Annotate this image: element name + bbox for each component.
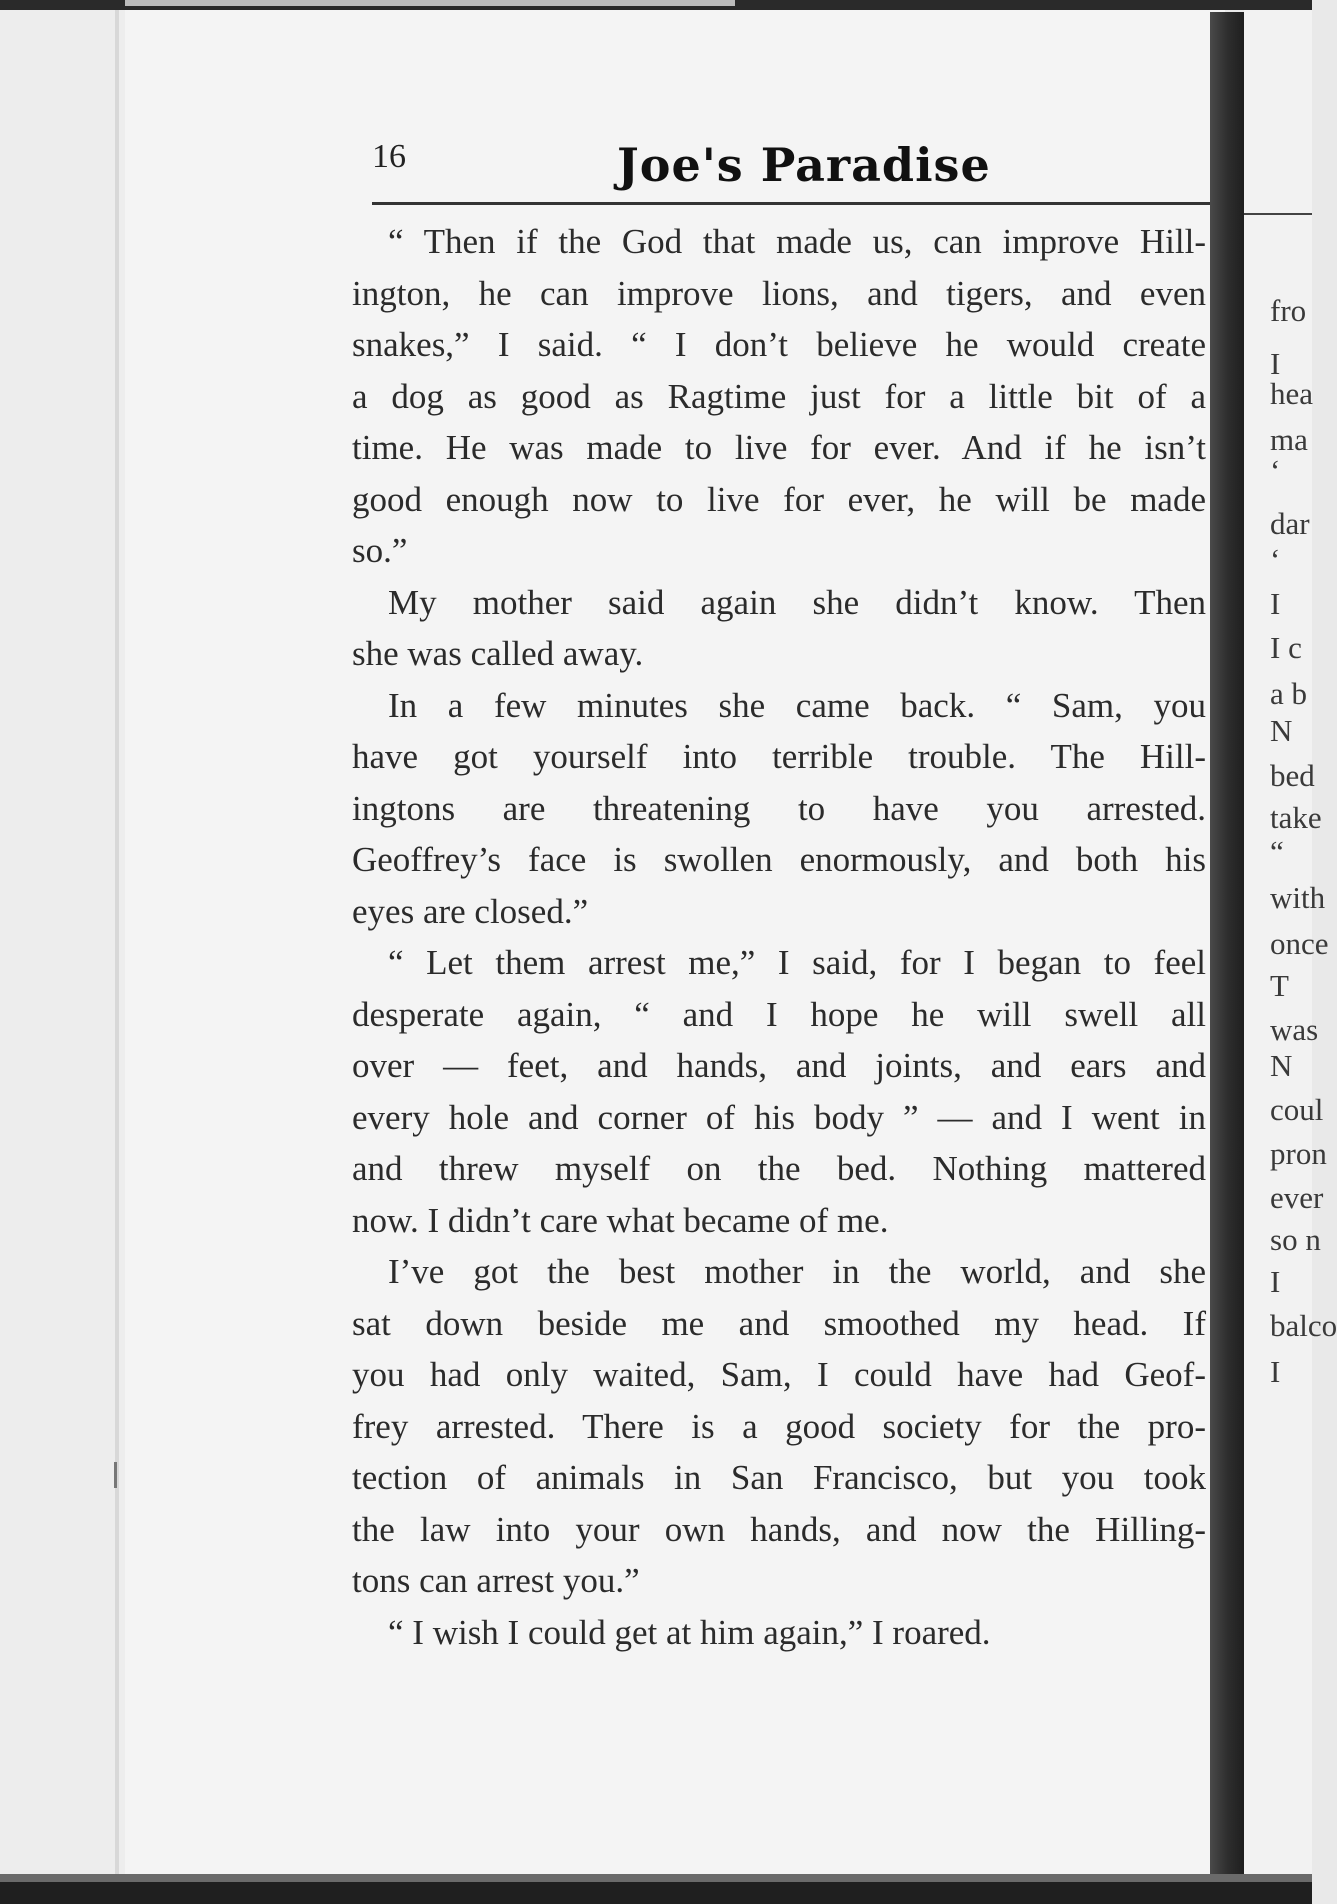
text-line: “ Let them arrest me,” I said, for I began to feel [388, 943, 1206, 982]
text-line: My mother said again she didn’t know. Then [388, 582, 1206, 622]
text-line: In a few minutes she came back. “ Sam, you [388, 685, 1206, 725]
text-line: “ I wish I could get at him again,” I roared. [388, 1612, 991, 1652]
text-line: frey arrested. There is a good society for the pro- [352, 1406, 1206, 1446]
facing-text-fragment: T [1270, 968, 1289, 1003]
text-line: tection of animals in San Francisco, but you took [352, 1458, 1206, 1497]
scan-bottom-edge [0, 1874, 1312, 1904]
text-line: now. I didn’t care what became of me. [352, 1200, 889, 1240]
facing-text-fragment: ma [1270, 422, 1308, 457]
facing-text-fragment: pron [1270, 1136, 1327, 1171]
facing-text-fragment: dar [1270, 506, 1310, 541]
page-header [372, 138, 1210, 210]
facing-page [1244, 10, 1337, 1874]
text-line: the law into your own hands, and now the Hilling- [352, 1509, 1206, 1549]
facing-text-fragment: ever [1270, 1180, 1324, 1215]
scan-top-edge [0, 0, 1312, 10]
text-line: Geoffrey’s face is swollen enormously, and both his [352, 840, 1206, 879]
facing-header-rule [1244, 213, 1312, 215]
facing-text-fragment: I [1270, 1354, 1281, 1389]
text-line: snakes,” I said. “ I don’t believe he would create [352, 325, 1206, 364]
facing-text-fragment: I [1270, 346, 1281, 381]
facing-text-fragment: “ [1270, 834, 1284, 869]
facing-text-fragment: was [1270, 1012, 1319, 1047]
text-line: you had only waited, Sam, I could have had Geof- [352, 1355, 1206, 1394]
page-number: 16 [372, 138, 406, 175]
text-line: eyes are closed.” [352, 891, 589, 931]
text-line: good enough now to live for ever, he will be made [352, 479, 1206, 519]
margin-mark [114, 1462, 117, 1488]
text-line: I’ve got the best mother in the world, and she [388, 1252, 1206, 1291]
header-rule [372, 202, 1210, 205]
text-line: tons can arrest you.” [352, 1561, 640, 1600]
scan-left-margin [0, 10, 125, 1874]
facing-text-fragment: I [1270, 586, 1281, 621]
text-line: ington, he can improve lions, and tigers, and even [352, 273, 1206, 313]
text-line: sat down beside me and smoothed my head. If [352, 1303, 1206, 1343]
text-line: and threw myself on the bed. Nothing mattered [352, 1149, 1206, 1188]
text-line: time. He was made to live for ever. And if he isn’t [352, 428, 1206, 467]
facing-text-fragment: I c [1270, 630, 1302, 665]
facing-text-fragment: balco [1270, 1308, 1337, 1343]
facing-text-fragment: bed [1270, 758, 1315, 793]
facing-text-fragment: N [1270, 713, 1293, 748]
facing-text-fragment: hea [1270, 376, 1314, 411]
text-line: “ Then if the God that made us, can improve Hill- [388, 222, 1206, 261]
facing-text-fragment: with [1270, 880, 1326, 915]
text-line: a dog as good as Ragtime just for a little bit of a [352, 376, 1206, 416]
running-title: Joe's Paradise [617, 138, 991, 192]
facing-text-fragment: ‘ [1270, 453, 1281, 488]
facing-text-fragment: coul [1270, 1092, 1324, 1127]
text-line: have got yourself into terrible trouble. The Hill- [352, 737, 1206, 776]
facing-text-fragment: once [1270, 926, 1329, 961]
body-text [352, 216, 1206, 1658]
text-line: over — feet, and hands, and joints, and ears and [352, 1046, 1206, 1085]
facing-text-fragment: I [1270, 1264, 1281, 1299]
facing-text-fragment: ‘ [1270, 542, 1281, 577]
text-line: every hole and corner of his body ” — and I went in [352, 1097, 1206, 1137]
text-line: desperate again, “ and I hope he will swell all [352, 994, 1206, 1034]
text-line: ingtons are threatening to have you arrested. [352, 788, 1206, 828]
text-line: so.” [352, 531, 408, 570]
facing-text-fragment: a b [1270, 676, 1308, 711]
facing-text-fragment: N [1270, 1048, 1293, 1083]
text-line: she was called away. [352, 634, 644, 673]
facing-text-fragment: fro [1270, 293, 1307, 328]
facing-text-fragment: take [1270, 800, 1322, 835]
facing-text-fragment: so n [1270, 1222, 1321, 1257]
